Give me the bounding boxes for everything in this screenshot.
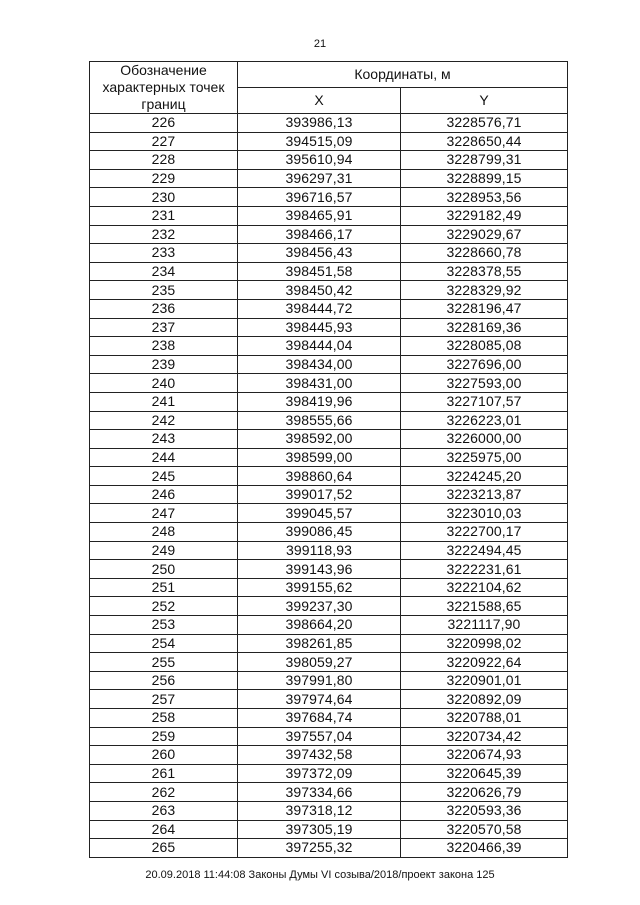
table-row <box>90 281 568 300</box>
x-coordinate-cell: 399155,62 <box>238 578 401 597</box>
table-row <box>90 746 568 765</box>
y-coordinate-cell: 3221588,65 <box>401 597 568 616</box>
point-id-cell: 234 <box>90 262 238 281</box>
y-coordinate-cell: 3222231,61 <box>401 560 568 579</box>
y-coordinate-cell: 3228329,92 <box>401 281 568 300</box>
x-coordinate-cell: 398860,64 <box>238 467 401 486</box>
point-id-cell: 236 <box>90 299 238 318</box>
x-coordinate-cell: 399045,57 <box>238 504 401 523</box>
x-coordinate-cell: 399143,96 <box>238 560 401 579</box>
point-id-cell: 245 <box>90 467 238 486</box>
table-row <box>90 206 568 225</box>
y-coordinate-cell: 3220466,39 <box>401 839 568 858</box>
x-coordinate-cell: 398431,00 <box>238 374 401 393</box>
x-coordinate-cell: 397684,74 <box>238 709 401 728</box>
y-coordinate-cell: 3226000,00 <box>401 430 568 449</box>
y-coordinate-cell: 3227107,57 <box>401 392 568 411</box>
y-coordinate-cell: 3225975,00 <box>401 448 568 467</box>
point-id-cell: 238 <box>90 337 238 356</box>
table-row <box>90 541 568 560</box>
table-row <box>90 504 568 523</box>
point-id-cell: 257 <box>90 690 238 709</box>
point-id-cell: 256 <box>90 671 238 690</box>
table-row <box>90 411 568 430</box>
point-id-cell: 254 <box>90 634 238 653</box>
y-coordinate-cell: 3229182,49 <box>401 206 568 225</box>
table-row <box>90 820 568 839</box>
x-coordinate-cell: 397991,80 <box>238 671 401 690</box>
table-row <box>90 616 568 635</box>
x-coordinate-cell: 398444,04 <box>238 337 401 356</box>
table-row <box>90 485 568 504</box>
table-row <box>90 467 568 486</box>
x-coordinate-cell: 398466,17 <box>238 225 401 244</box>
point-id-cell: 247 <box>90 504 238 523</box>
point-id-cell: 258 <box>90 709 238 728</box>
table-row <box>90 225 568 244</box>
x-coordinate-cell: 397255,32 <box>238 839 401 858</box>
x-coordinate-cell: 398450,42 <box>238 281 401 300</box>
x-coordinate-cell: 399237,30 <box>238 597 401 616</box>
y-coordinate-cell: 3220998,02 <box>401 634 568 653</box>
y-coordinate-cell: 3228660,78 <box>401 244 568 263</box>
x-coordinate-cell: 397334,66 <box>238 783 401 802</box>
table-row <box>90 690 568 709</box>
y-coordinate-cell: 3223010,03 <box>401 504 568 523</box>
table-row <box>90 448 568 467</box>
point-id-cell: 233 <box>90 244 238 263</box>
y-coordinate-cell: 3228169,36 <box>401 318 568 337</box>
x-coordinate-cell: 397557,04 <box>238 727 401 746</box>
point-id-cell: 231 <box>90 206 238 225</box>
table-row <box>90 262 568 281</box>
y-coordinate-cell: 3222104,62 <box>401 578 568 597</box>
table-row <box>90 244 568 263</box>
x-coordinate-cell: 397305,19 <box>238 820 401 839</box>
y-coordinate-cell: 3227696,00 <box>401 355 568 374</box>
x-coordinate-cell: 398465,91 <box>238 206 401 225</box>
table-row <box>90 801 568 820</box>
y-coordinate-cell: 3227593,00 <box>401 374 568 393</box>
table-row <box>90 430 568 449</box>
point-id-cell: 260 <box>90 746 238 765</box>
x-coordinate-cell: 394515,09 <box>238 132 401 151</box>
table-row <box>90 671 568 690</box>
x-coordinate-cell: 398456,43 <box>238 244 401 263</box>
y-coordinate-cell: 3220645,39 <box>401 764 568 783</box>
table-row <box>90 653 568 672</box>
point-id-cell: 259 <box>90 727 238 746</box>
point-id-cell: 265 <box>90 839 238 858</box>
table-row <box>90 299 568 318</box>
point-id-cell: 227 <box>90 132 238 151</box>
table-row <box>90 355 568 374</box>
point-id-cell: 229 <box>90 169 238 188</box>
point-id-cell: 253 <box>90 616 238 635</box>
point-id-cell: 246 <box>90 485 238 504</box>
x-coordinate-cell: 399086,45 <box>238 523 401 542</box>
table-row <box>90 597 568 616</box>
x-coordinate-cell: 395610,94 <box>238 151 401 170</box>
point-id-cell: 241 <box>90 392 238 411</box>
point-id-cell: 235 <box>90 281 238 300</box>
table-row <box>90 764 568 783</box>
y-coordinate-cell: 3229029,67 <box>401 225 568 244</box>
table-row <box>90 727 568 746</box>
y-coordinate-cell: 3220674,93 <box>401 746 568 765</box>
footer-note: 20.09.2018 11:44:08 Законы Думы VI созыва/2018/проект закона 125 <box>145 869 495 881</box>
point-id-cell: 255 <box>90 653 238 672</box>
y-coordinate-cell: 3220788,01 <box>401 709 568 728</box>
table-row <box>90 634 568 653</box>
x-coordinate-cell: 399118,93 <box>238 541 401 560</box>
x-coordinate-cell: 398599,00 <box>238 448 401 467</box>
table-row <box>90 709 568 728</box>
page-number: 21 <box>313 38 327 50</box>
y-coordinate-cell: 3224245,20 <box>401 467 568 486</box>
point-id-cell: 243 <box>90 430 238 449</box>
x-coordinate-cell: 397372,09 <box>238 764 401 783</box>
x-coordinate-cell: 398445,93 <box>238 318 401 337</box>
y-coordinate-cell: 3228378,55 <box>401 262 568 281</box>
point-id-cell: 228 <box>90 151 238 170</box>
table-row <box>90 839 568 858</box>
y-coordinate-cell: 3220593,36 <box>401 801 568 820</box>
x-coordinate-cell: 393986,13 <box>238 114 401 133</box>
y-coordinate-cell: 3228953,56 <box>401 188 568 207</box>
table-row <box>90 374 568 393</box>
y-coordinate-cell: 3220626,79 <box>401 783 568 802</box>
x-coordinate-cell: 398451,58 <box>238 262 401 281</box>
table-row <box>90 151 568 170</box>
point-id-cell: 239 <box>90 355 238 374</box>
y-coordinate-cell: 3222700,17 <box>401 523 568 542</box>
table-row <box>90 578 568 597</box>
y-coordinate-cell: 3226223,01 <box>401 411 568 430</box>
table-row <box>90 132 568 151</box>
table-row <box>90 337 568 356</box>
x-coordinate-cell: 396716,57 <box>238 188 401 207</box>
x-coordinate-cell: 398664,20 <box>238 616 401 635</box>
x-coordinate-cell: 398261,85 <box>238 634 401 653</box>
x-coordinate-cell: 397432,58 <box>238 746 401 765</box>
x-coordinate-cell: 399017,52 <box>238 485 401 504</box>
point-id-cell: 248 <box>90 523 238 542</box>
point-id-cell: 237 <box>90 318 238 337</box>
point-id-cell: 261 <box>90 764 238 783</box>
header-point-label: Обозначение характерных точек границ <box>90 62 238 114</box>
point-id-cell: 230 <box>90 188 238 207</box>
x-coordinate-cell: 398592,00 <box>238 430 401 449</box>
y-coordinate-cell: 3228576,71 <box>401 114 568 133</box>
point-id-cell: 226 <box>90 114 238 133</box>
point-id-cell: 263 <box>90 801 238 820</box>
point-id-cell: 250 <box>90 560 238 579</box>
x-coordinate-cell: 397974,64 <box>238 690 401 709</box>
header-coordinates: Координаты, м <box>238 62 568 88</box>
point-id-cell: 264 <box>90 820 238 839</box>
x-coordinate-cell: 398419,96 <box>238 392 401 411</box>
table-row <box>90 318 568 337</box>
x-coordinate-cell: 396297,31 <box>238 169 401 188</box>
point-id-cell: 251 <box>90 578 238 597</box>
point-id-cell: 249 <box>90 541 238 560</box>
y-coordinate-cell: 3220570,58 <box>401 820 568 839</box>
header-x: X <box>238 88 401 114</box>
point-id-cell: 242 <box>90 411 238 430</box>
header-y: Y <box>401 88 568 114</box>
point-id-cell: 244 <box>90 448 238 467</box>
table-row <box>90 114 568 133</box>
table-row <box>90 560 568 579</box>
y-coordinate-cell: 3222494,45 <box>401 541 568 560</box>
y-coordinate-cell: 3228650,44 <box>401 132 568 151</box>
y-coordinate-cell: 3220734,42 <box>401 727 568 746</box>
point-id-cell: 262 <box>90 783 238 802</box>
x-coordinate-cell: 398444,72 <box>238 299 401 318</box>
point-id-cell: 232 <box>90 225 238 244</box>
y-coordinate-cell: 3228196,47 <box>401 299 568 318</box>
x-coordinate-cell: 398059,27 <box>238 653 401 672</box>
point-id-cell: 252 <box>90 597 238 616</box>
y-coordinate-cell: 3220922,64 <box>401 653 568 672</box>
x-coordinate-cell: 397318,12 <box>238 801 401 820</box>
table-row <box>90 783 568 802</box>
y-coordinate-cell: 3228085,08 <box>401 337 568 356</box>
point-id-cell: 240 <box>90 374 238 393</box>
y-coordinate-cell: 3220901,01 <box>401 671 568 690</box>
table-body <box>90 114 568 858</box>
x-coordinate-cell: 398555,66 <box>238 411 401 430</box>
x-coordinate-cell: 398434,00 <box>238 355 401 374</box>
y-coordinate-cell: 3228899,15 <box>401 169 568 188</box>
table-row <box>90 188 568 207</box>
coordinates-table <box>89 61 568 858</box>
table-row <box>90 169 568 188</box>
table-row <box>90 523 568 542</box>
y-coordinate-cell: 3228799,31 <box>401 151 568 170</box>
y-coordinate-cell: 3220892,09 <box>401 690 568 709</box>
y-coordinate-cell: 3223213,87 <box>401 485 568 504</box>
y-coordinate-cell: 3221117,90 <box>401 616 568 635</box>
table-row <box>90 392 568 411</box>
